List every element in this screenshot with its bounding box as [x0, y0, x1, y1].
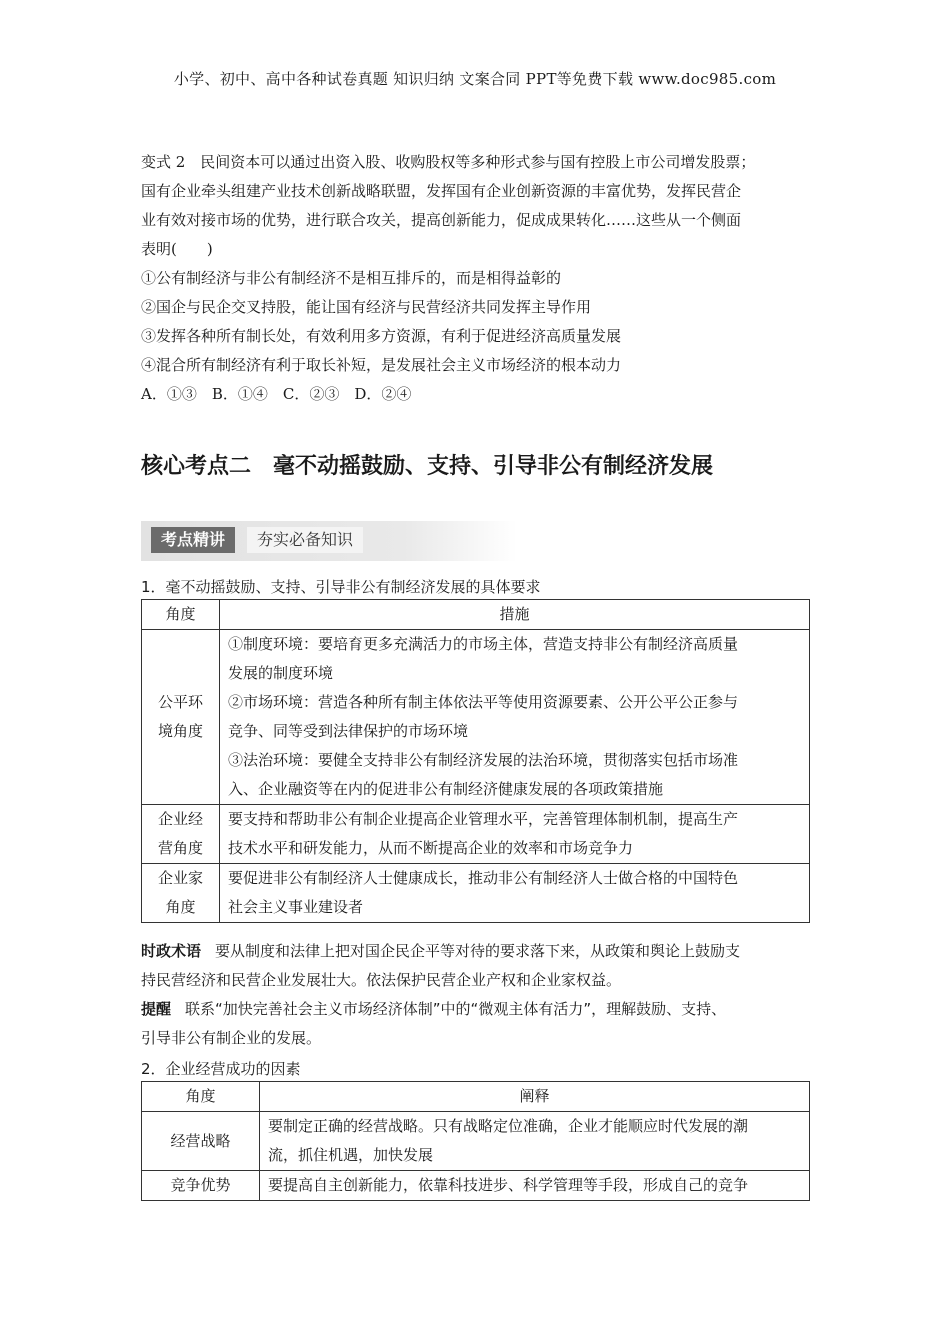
table-header-cell: 措施	[220, 600, 810, 630]
aspect-line: 境角度	[157, 722, 203, 740]
policy-note-line: 持民营经济和民营企业发展壮大。依法保护民营企业产权和企业家权益。	[141, 971, 622, 989]
aspect-line: 企业经	[157, 810, 203, 828]
question-option: ④混合所有制经济有利于取长补短，是发展社会主义市场经济的根本动力	[141, 356, 622, 374]
question-option: ②国企与民企交叉持股，能让国有经济与民营经济共同发挥主导作用	[141, 298, 592, 316]
section2-title: 2．企业经营成功的因素	[141, 1060, 301, 1078]
measure-line: ①制度环境：要培育更多充满活力的市场主体，营造支持非公有制经济高质量	[228, 635, 739, 653]
question-option: ③发挥各种所有制长处，有效利用多方资源，有利于促进经济高质量发展	[141, 327, 622, 345]
question-stem-line: 国有企业牵头组建产业技术创新战略联盟，发挥国有企业创新资源的丰富优势，发挥民营企	[141, 182, 742, 200]
banner-tag: 考点精讲	[151, 527, 235, 553]
reminder-note	[141, 995, 811, 1053]
aspect-cell: 竞争优势	[142, 1171, 260, 1201]
question-block	[141, 148, 811, 409]
policy-note-text: 要从制度和法律上把对国企民企平等对待的要求落下来，从政策和舆论上鼓励支	[215, 942, 741, 960]
policy-note-line	[141, 937, 811, 966]
table-row	[142, 630, 810, 805]
reminder-text: 联系“加快完善社会主义市场经济体制”中的“微观主体有活力”，理解鼓励、支持、	[185, 1000, 727, 1018]
requirements-table	[141, 599, 810, 923]
section1-title: 1．毫不动摇鼓励、支持、引导非公有制经济发展的具体要求	[141, 578, 541, 596]
reminder-label: 提醒	[141, 1000, 172, 1018]
explanation-line: 流，抓住机遇，加快发展	[268, 1146, 434, 1164]
measure-line: 社会主义事业建设者	[228, 898, 364, 916]
measure-line: 发展的制度环境	[228, 664, 334, 682]
aspect-cell	[142, 864, 220, 923]
measure-cell	[220, 630, 810, 805]
table-row	[142, 1171, 810, 1201]
table-row	[142, 864, 810, 923]
question-stem-line: 表明( )	[141, 240, 213, 258]
measure-line: 技术水平和研发能力，从而不断提高企业的效率和市场竞争力	[228, 839, 634, 857]
measure-line: ③法治环境：要健全支持非公有制经济发展的法治环境，贯彻落实包括市场准	[228, 751, 739, 769]
explanation-line: 要提高自主创新能力，依靠科技进步、科学管理等手段，形成自己的竞争	[268, 1176, 749, 1194]
table-header-cell: 阐释	[260, 1082, 810, 1112]
explanation-line: 要制定正确的经营战略。只有战略定位准确，企业才能顺应时代发展的潮	[268, 1117, 749, 1135]
answer-choices: A．①③ B．①④ C．②③ D．②④	[141, 385, 412, 403]
measure-cell	[220, 805, 810, 864]
aspect-line: 角度	[165, 898, 196, 916]
measure-line: 入、企业融资等在内的促进非公有制经济健康发展的各项政策措施	[228, 780, 664, 798]
aspect-cell: 经营战略	[142, 1112, 260, 1171]
aspect-line: 公平环	[157, 693, 203, 711]
measure-cell	[220, 864, 810, 923]
aspect-cell	[142, 805, 220, 864]
reminder-line: 引导非公有制企业的发展。	[141, 1029, 322, 1047]
table-header-cell: 角度	[142, 1082, 260, 1112]
measure-line: ②市场环境：营造各种所有制主体依法平等使用资源要素、公开公平公正参与	[228, 693, 739, 711]
banner-subtitle: 夯实必备知识	[247, 527, 363, 553]
table-header-row	[142, 600, 810, 630]
success-factors-table	[141, 1081, 810, 1201]
table-row	[142, 805, 810, 864]
question-option: ①公有制经济与非公有制经济不是相互排斥的，而是相得益彰的	[141, 269, 562, 287]
aspect-cell	[142, 630, 220, 805]
policy-note-label: 时政术语	[141, 942, 202, 960]
measure-line: 要支持和帮助非公有制企业提高企业管理水平，完善管理体制机制，提高生产	[228, 810, 739, 828]
table-header-row	[142, 1082, 810, 1112]
question-stem-line: 业有效对接市场的优势，进行联合攻关，提高创新能力，促成成果转化……这些从一个侧面	[141, 211, 742, 229]
table-header-cell: 角度	[142, 600, 220, 630]
section-heading: 核心考点二 毫不动摇鼓励、支持、引导非公有制经济发展	[141, 454, 714, 479]
aspect-line: 营角度	[157, 839, 203, 857]
explanation-cell	[260, 1171, 810, 1201]
aspect-line: 企业家	[157, 869, 203, 887]
table-row	[142, 1112, 810, 1171]
measure-line: 要促进非公有制经济人士健康成长，推动非公有制经济人士做合格的中国特色	[228, 869, 739, 887]
explanation-cell	[260, 1112, 810, 1171]
page-header: 小学、初中、高中各种试卷真题 知识归纳 文案合同 PPT等免费下载 www.doc985.com	[173, 70, 777, 88]
policy-note	[141, 937, 811, 995]
page-content	[141, 148, 811, 1201]
question-stem-line: 变式 2 民间资本可以通过出资入股、收购股权等多种形式参与国有控股上市公司增发股票；	[141, 153, 756, 171]
knowledge-banner	[141, 521, 517, 561]
measure-line: 竞争、同等受到法律保护的市场环境	[228, 722, 469, 740]
reminder-line	[141, 995, 811, 1024]
